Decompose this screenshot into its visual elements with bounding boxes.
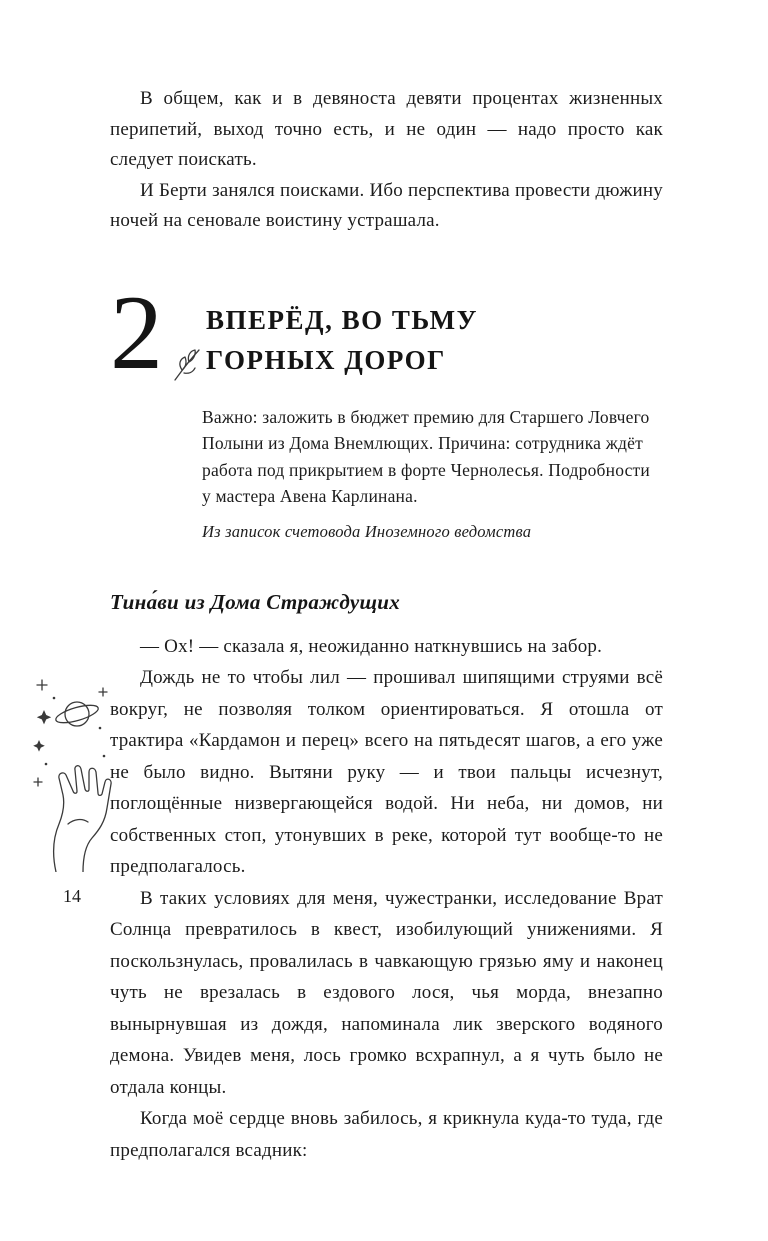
body-paragraph: — Ох! — сказала я, неожиданно наткнувшись на забор.: [140, 635, 603, 657]
intro-paragraph: В общем, как и в девяноста девяти процентах жизненных перипетий, выход точно есть, и не один — надо просто как следует поискать.: [110, 88, 663, 170]
chapter-heading: [110, 273, 663, 391]
epigraph-source: Из записок счетовода Иноземного ведомства: [202, 521, 532, 541]
section-heading: Тина́ви из Дома Страждущих: [110, 589, 401, 614]
chapter-title-line-1: ВПЕРЁД, ВО ТЬМУ: [206, 304, 478, 335]
intro-paragraph: И Берти занялся поисками. Ибо перспектива провести дюжину ночей на сеновале воистину устрашала.: [110, 179, 663, 231]
chapter-number-block: [110, 273, 188, 391]
hand-with-planet-and-stars-icon: [30, 672, 114, 872]
chapter-title-line-2: ГОРНЫХ ДОРОГ: [206, 344, 446, 375]
body-paragraph: В таких условиях для меня, чужестранки, исследование Врат Солнца превратилось в квест, изобилующий унижениями. Я поскользнулась, провалилась в чавкающую грязью яму и наконец чуть не врезалась в ездового лося, чья морда, внезапно вынырнувшая из дождя, напоминала лик зверского водяного демона. Увидев меня, лось громко всхрапнул, а я чуть было не отдала концы.: [110, 887, 663, 1098]
leaf-sprig-icon: [172, 346, 202, 387]
epigraph-text: Важно: заложить в бюджет премию для Старшего Ловчего Полыни из Дома Внемлющих. Причина: сотрудника ждёт работа под прикрытием в форте Чернолесья. Подробности у мастера Авена Карлинана.: [202, 406, 650, 506]
page-number: 14: [63, 886, 81, 906]
chapter-number: 2: [110, 273, 163, 391]
body-paragraph: Дождь не то чтобы лил — прошивал шипящими струями всё вокруг, не позволяя толком ориентироваться. Я отошла от трактира «Кардамон и перец» всего на пятьдесят шагов, а его уже не было видно. Вытяни руку — и твои пальцы исчезнут, поглощённые низвергающейся водой. Ни неба, ни домов, ни собственных стоп, утонувших в реке, которой тут вообще-то не предполагалось.: [110, 667, 663, 877]
text-column: [110, 84, 663, 1166]
chapter-title: [206, 300, 478, 380]
body-paragraph: Когда моё сердце вновь забилось, я крикнула куда-то туда, где предполагался всадник:: [110, 1108, 663, 1161]
